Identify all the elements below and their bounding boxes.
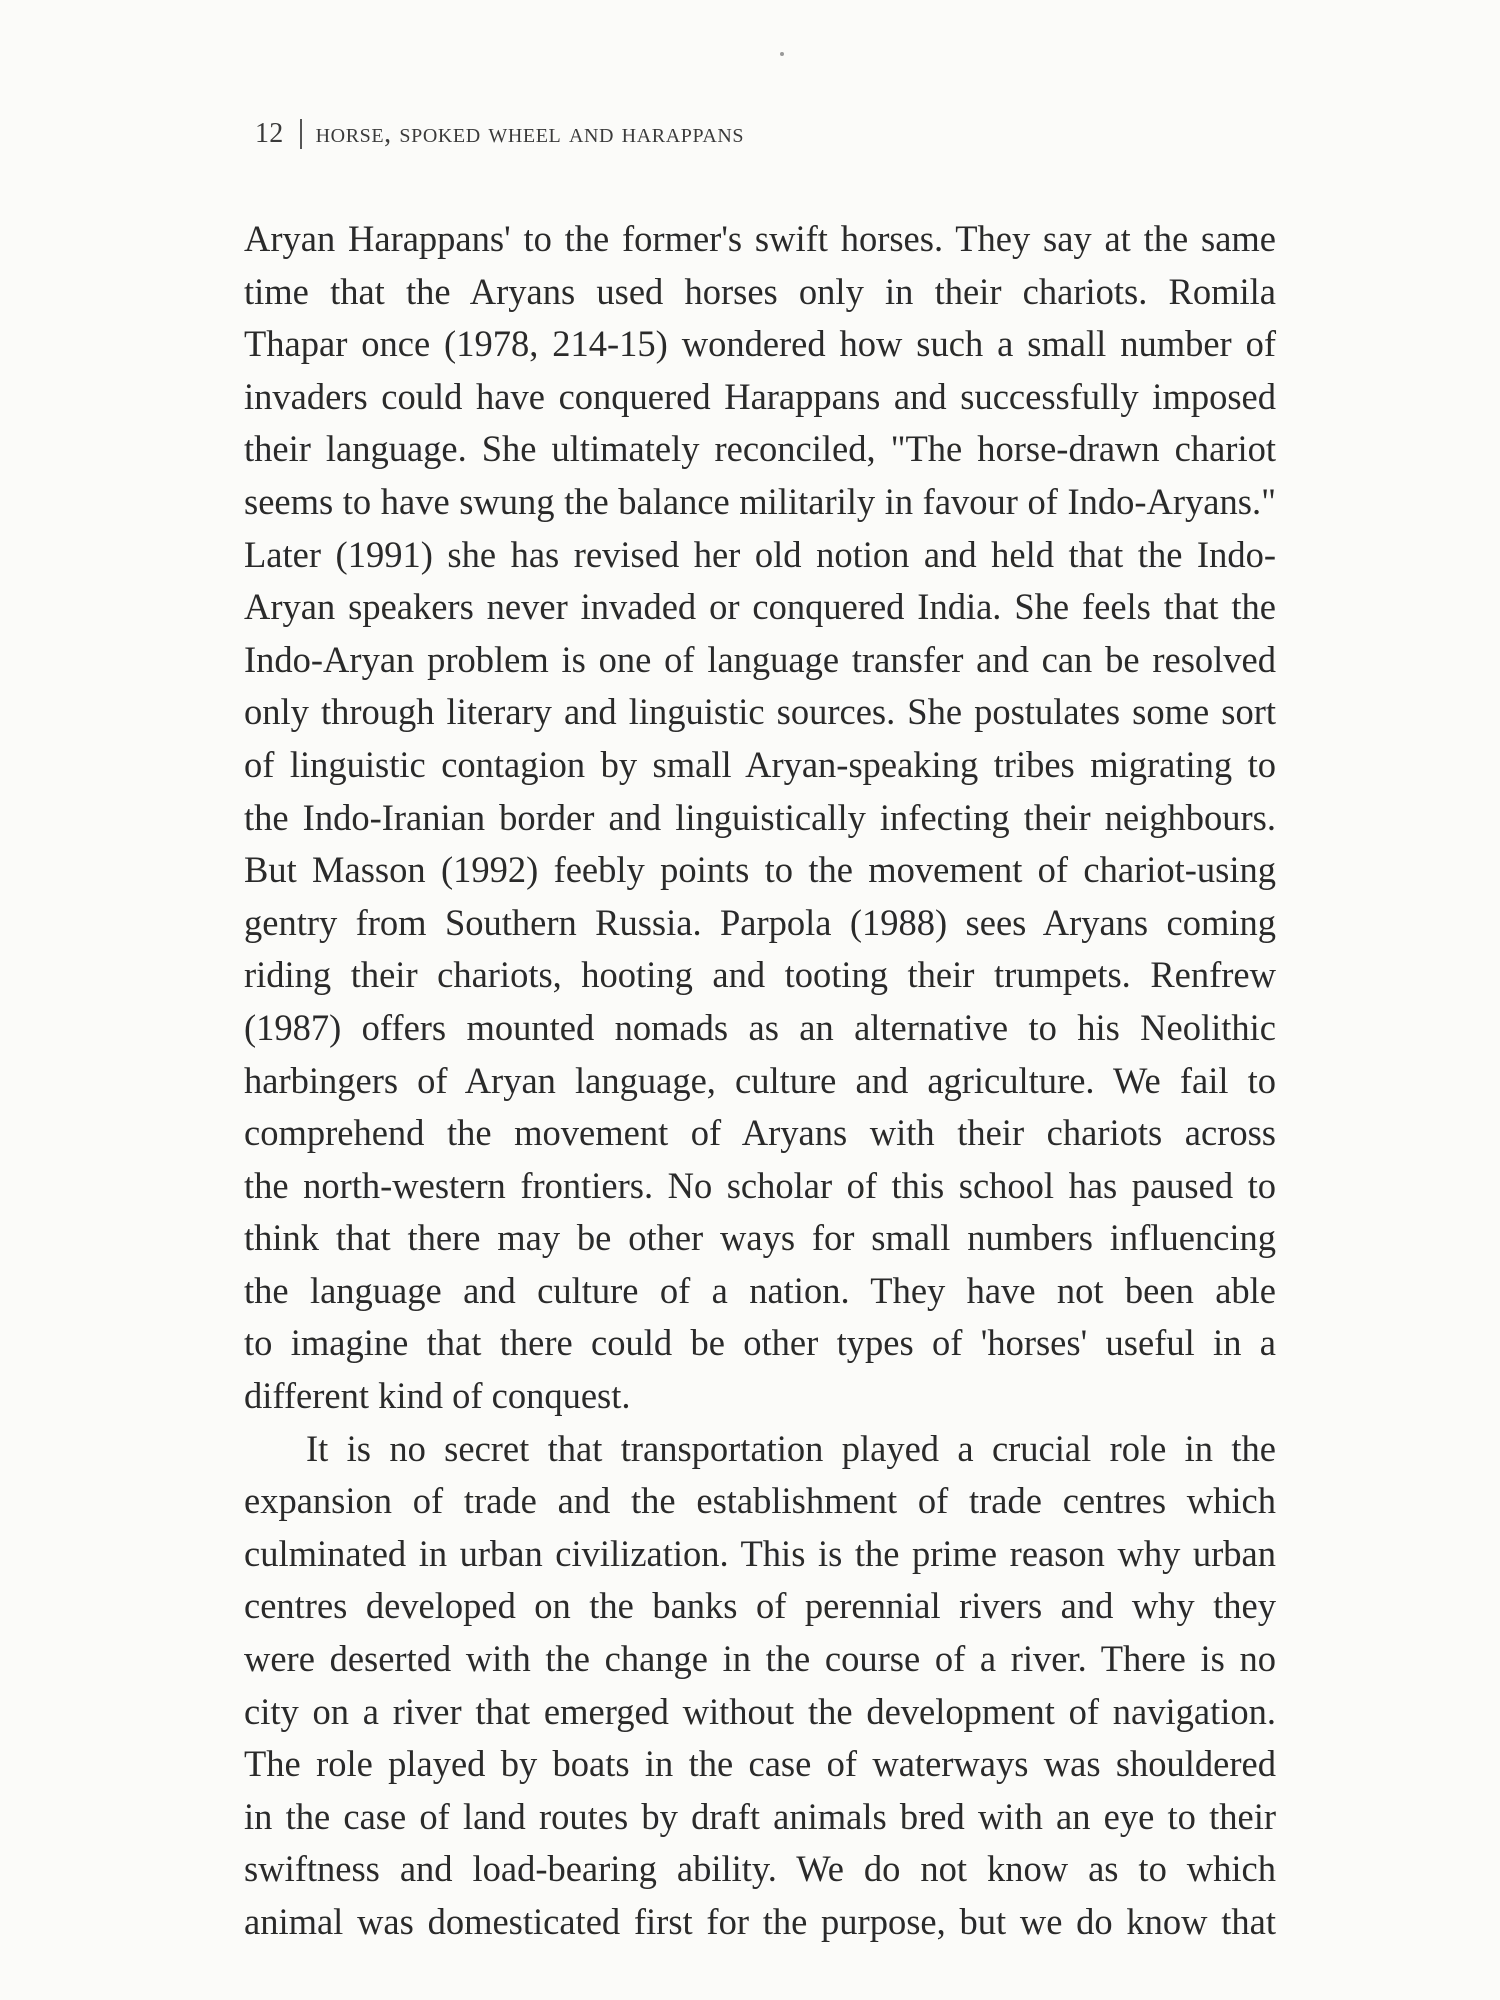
header-separator bbox=[300, 119, 302, 149]
text-line: were deserted with the change in the course of a river. There is no bbox=[244, 1638, 1276, 1680]
text-line: riding their chariots, hooting and tooting their trumpets. Renfrew bbox=[244, 954, 1276, 996]
text-line: But Masson (1992) feebly points to the movement of chariot-using bbox=[244, 849, 1276, 891]
text-line: swiftness and load-bearing ability. We do not know as to which bbox=[244, 1848, 1276, 1890]
text-line: think that there may be other ways for small numbers influencing bbox=[244, 1217, 1276, 1259]
text-line: harbingers of Aryan language, culture and agriculture. We fail to bbox=[244, 1059, 1276, 1101]
text-line: the Indo-Iranian border and linguistically infecting their neighbours. bbox=[244, 796, 1276, 838]
text-line: seems to have swung the balance militarily in favour of Indo-Aryans." bbox=[244, 480, 1276, 522]
body-text bbox=[244, 213, 1276, 1949]
text-line: the north-western frontiers. No scholar of this school has paused to bbox=[244, 1164, 1276, 1206]
text-line: The role played by boats in the case of waterways was shouldered bbox=[244, 1743, 1276, 1785]
text-line: animal was domesticated first for the purpose, but we do know that bbox=[244, 1901, 1276, 1942]
paragraph-start-line: It is no secret that transportation played a crucial role in the bbox=[306, 1427, 1276, 1469]
text-line: invaders could have conquered Harappans and successfully imposed bbox=[244, 375, 1276, 417]
text-line: their language. She ultimately reconciled, "The horse-drawn chariot bbox=[244, 428, 1276, 470]
text-line: gentry from Southern Russia. Parpola (1988) sees Aryans coming bbox=[244, 901, 1276, 943]
text-line: only through literary and linguistic sources. She postulates some sort bbox=[244, 691, 1276, 733]
text-line: expansion of trade and the establishment of trade centres which bbox=[244, 1480, 1276, 1522]
text-line: the language and culture of a nation. They have not been able bbox=[244, 1269, 1276, 1311]
paragraph-end-line: different kind of conquest. bbox=[244, 1375, 631, 1417]
scan-speck bbox=[780, 52, 784, 56]
running-title: horse, spoked wheel and harappans bbox=[315, 118, 745, 149]
text-line: comprehend the movement of Aryans with their chariots across bbox=[244, 1112, 1276, 1154]
text-line: centres developed on the banks of perennial rivers and why they bbox=[244, 1585, 1276, 1627]
text-line: (1987) offers mounted nomads as an alternative to his Neolithic bbox=[244, 1006, 1276, 1048]
page-number: 12 bbox=[255, 118, 284, 149]
text-line: Aryan speakers never invaded or conquered India. She feels that the bbox=[244, 586, 1276, 628]
text-line: to imagine that there could be other types of 'horses' useful in a bbox=[244, 1322, 1276, 1364]
text-line: Indo-Aryan problem is one of language transfer and can be resolved bbox=[244, 638, 1276, 680]
text-line: Aryan Harappans' to the former's swift horses. They say at the same bbox=[244, 218, 1276, 259]
text-line: of linguistic contagion by small Aryan-speaking tribes migrating to bbox=[244, 743, 1276, 785]
text-line: city on a river that emerged without the development of navigation. bbox=[244, 1690, 1276, 1732]
text-line: in the case of land routes by draft animals bred with an eye to their bbox=[244, 1795, 1276, 1837]
text-line: Thapar once (1978, 214-15) wondered how such a small number of bbox=[244, 323, 1276, 365]
text-line: culminated in urban civilization. This is the prime reason why urban bbox=[244, 1532, 1276, 1574]
running-header bbox=[255, 118, 744, 150]
text-line: Later (1991) she has revised her old notion and held that the Indo- bbox=[244, 533, 1276, 575]
text-line: time that the Aryans used horses only in their chariots. Romila bbox=[244, 270, 1276, 312]
